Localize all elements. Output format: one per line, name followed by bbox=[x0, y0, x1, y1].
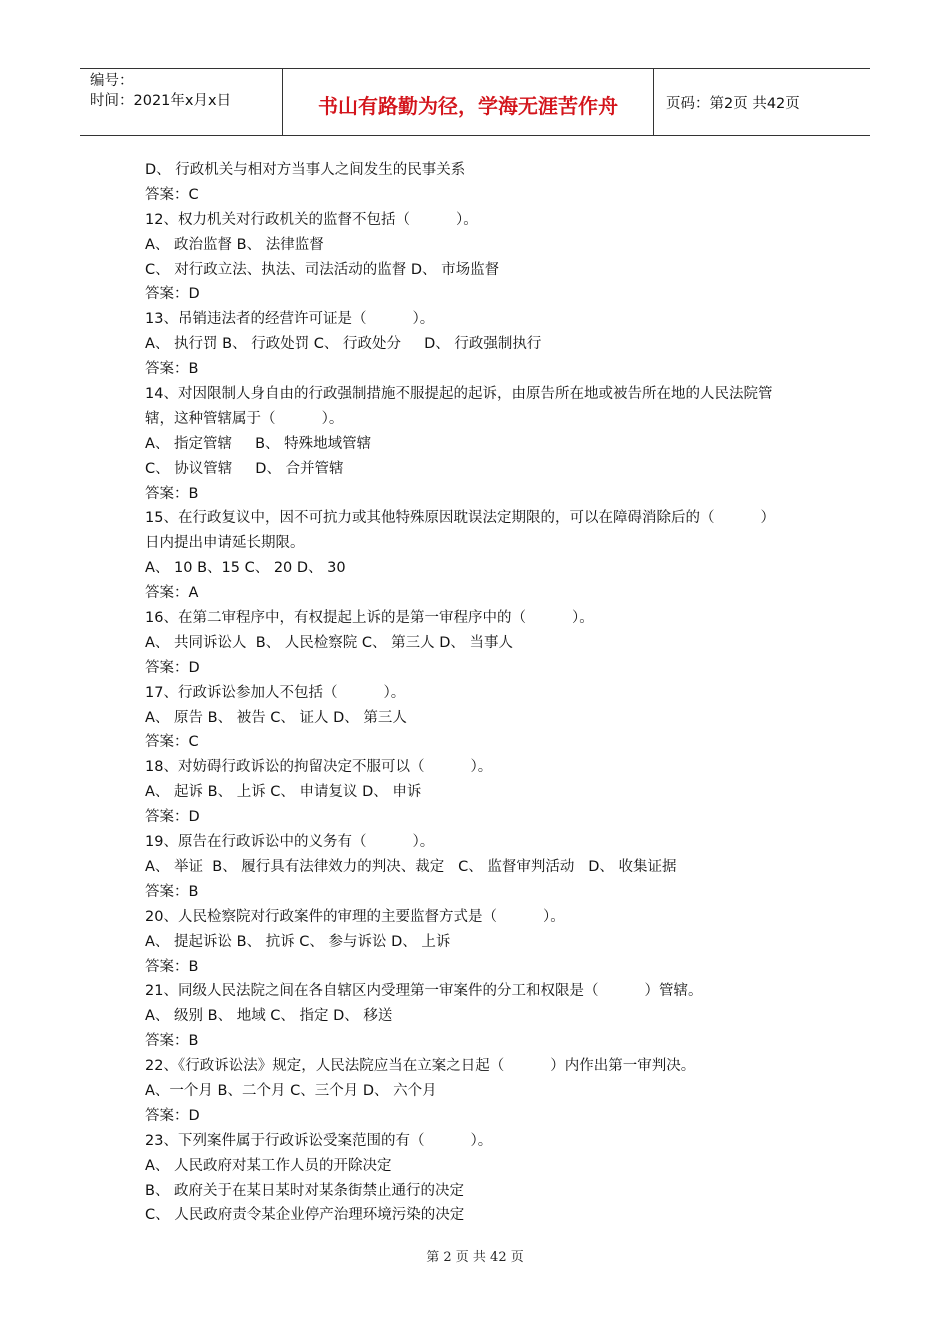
text-line: A、 指定管辖 B、 特殊地域管辖 bbox=[145, 435, 372, 452]
text-line: 答案：B bbox=[145, 361, 199, 378]
text-line: 答案：D bbox=[145, 809, 200, 826]
text-line: 19、原告在行政诉讼中的义务有（ ）。 bbox=[145, 834, 435, 851]
text-line: 答案：C bbox=[145, 186, 199, 203]
header-slogan bbox=[282, 69, 654, 135]
text-line: 答案：D bbox=[145, 659, 200, 676]
text-line: A、 原告 B、 被告 C、 证人 D、 第三人 bbox=[145, 709, 407, 726]
text-line: 22、《行政诉讼法》规定，人民法院应当在立案之日起（ ）内作出第一审判决。 bbox=[145, 1058, 696, 1075]
text-line: A、 10 B、15 C、 20 D、 30 bbox=[145, 560, 346, 577]
text-line: 20、人民检察院对行政案件的审理的主要监督方式是（ ）。 bbox=[145, 908, 565, 925]
text-line: 答案：A bbox=[145, 585, 199, 602]
text-line: 答案：B bbox=[145, 883, 199, 900]
header-meta bbox=[80, 69, 282, 135]
slogan-text: 书山有路勤为径，学海无涯苦作舟 bbox=[318, 93, 618, 118]
text-line: 日内提出申请延长期限。 bbox=[145, 535, 305, 552]
document-body bbox=[145, 158, 815, 1228]
text-line: 辖，这种管辖属于（ ）。 bbox=[145, 410, 344, 427]
text-line: A、 政治监督 B、 法律监督 bbox=[145, 236, 324, 253]
text-line: A、 执行罚 B、 行政处罚 C、 行政处分 D、 行政强制执行 bbox=[145, 336, 542, 353]
text-line: 答案：D bbox=[145, 1107, 200, 1124]
text-line: 答案：B bbox=[145, 485, 199, 502]
text-line: 答案：B bbox=[145, 958, 199, 975]
text-line: 18、对妨碍行政诉讼的拘留决定不服可以（ ）。 bbox=[145, 759, 493, 776]
text-line: C、 对行政立法、执法、司法活动的监督 D、 市场监督 bbox=[145, 261, 500, 278]
text-line: 14、对因限制人身自由的行政强制措施不服提起的起诉，由原告所在地或被告所在地的人民法院管 bbox=[145, 386, 773, 403]
text-line: C、 协议管辖 D、 合并管辖 bbox=[145, 460, 344, 477]
page-header bbox=[80, 68, 870, 136]
text-line: C、 人民政府责令某企业停产治理环境污染的决定 bbox=[145, 1207, 465, 1224]
text-line: 答案：D bbox=[145, 286, 200, 303]
page-info-text: 页码：第2页 共42页 bbox=[666, 95, 800, 112]
text-line: 答案：C bbox=[145, 734, 199, 751]
text-line: A、 举证 B、 履行具有法律效力的判决、裁定 C、 监督审判活动 D、 收集证据 bbox=[145, 858, 677, 875]
page-footer: 第 2 页 共 42 页 bbox=[426, 1250, 524, 1265]
text-line: 13、吊销违法者的经营许可证是（ ）。 bbox=[145, 311, 435, 328]
text-line: A、 提起诉讼 B、 抗诉 C、 参与诉讼 D、 上诉 bbox=[145, 933, 451, 950]
text-line: 17、行政诉讼参加人不包括（ ）。 bbox=[145, 684, 406, 701]
text-line: D、 行政机关与相对方当事人之间发生的民事关系 bbox=[145, 162, 466, 178]
text-line: 23、下列案件属于行政诉讼受案范围的有（ ）。 bbox=[145, 1132, 493, 1149]
document-number-label: 编号： bbox=[90, 73, 134, 89]
text-line: A、一个月 B、二个月 C、三个月 D、 六个月 bbox=[145, 1082, 437, 1099]
text-line: 答案：B bbox=[145, 1033, 199, 1050]
text-line: A、 起诉 B、 上诉 C、 申请复议 D、 申诉 bbox=[145, 784, 422, 801]
text-line: 15、在行政复议中，因不可抗力或其他特殊原因耽误法定期限的，可以在障碍消除后的（ ） bbox=[145, 510, 776, 527]
document-date: 时间：2021年x月x日 bbox=[90, 93, 232, 109]
text-line: A、 人民政府对某工作人员的开除决定 bbox=[145, 1157, 392, 1174]
header-page-info bbox=[654, 69, 870, 135]
text-line: B、 政府关于在某日某时对某条街禁止通行的决定 bbox=[145, 1182, 465, 1199]
text-line: 12、权力机关对行政机关的监督不包括（ ）。 bbox=[145, 211, 478, 228]
text-line: A、 级别 B、 地域 C、 指定 D、 移送 bbox=[145, 1008, 393, 1025]
text-line: A、 共同诉讼人 B、 人民检察院 C、 第三人 D、 当事人 bbox=[145, 634, 514, 651]
text-line: 16、在第二审程序中，有权提起上诉的是第一审程序中的（ ）。 bbox=[145, 610, 594, 627]
text-line: 21、同级人民法院之间在各自辖区内受理第一审案件的分工和权限是（ ）管辖。 bbox=[145, 983, 703, 1000]
